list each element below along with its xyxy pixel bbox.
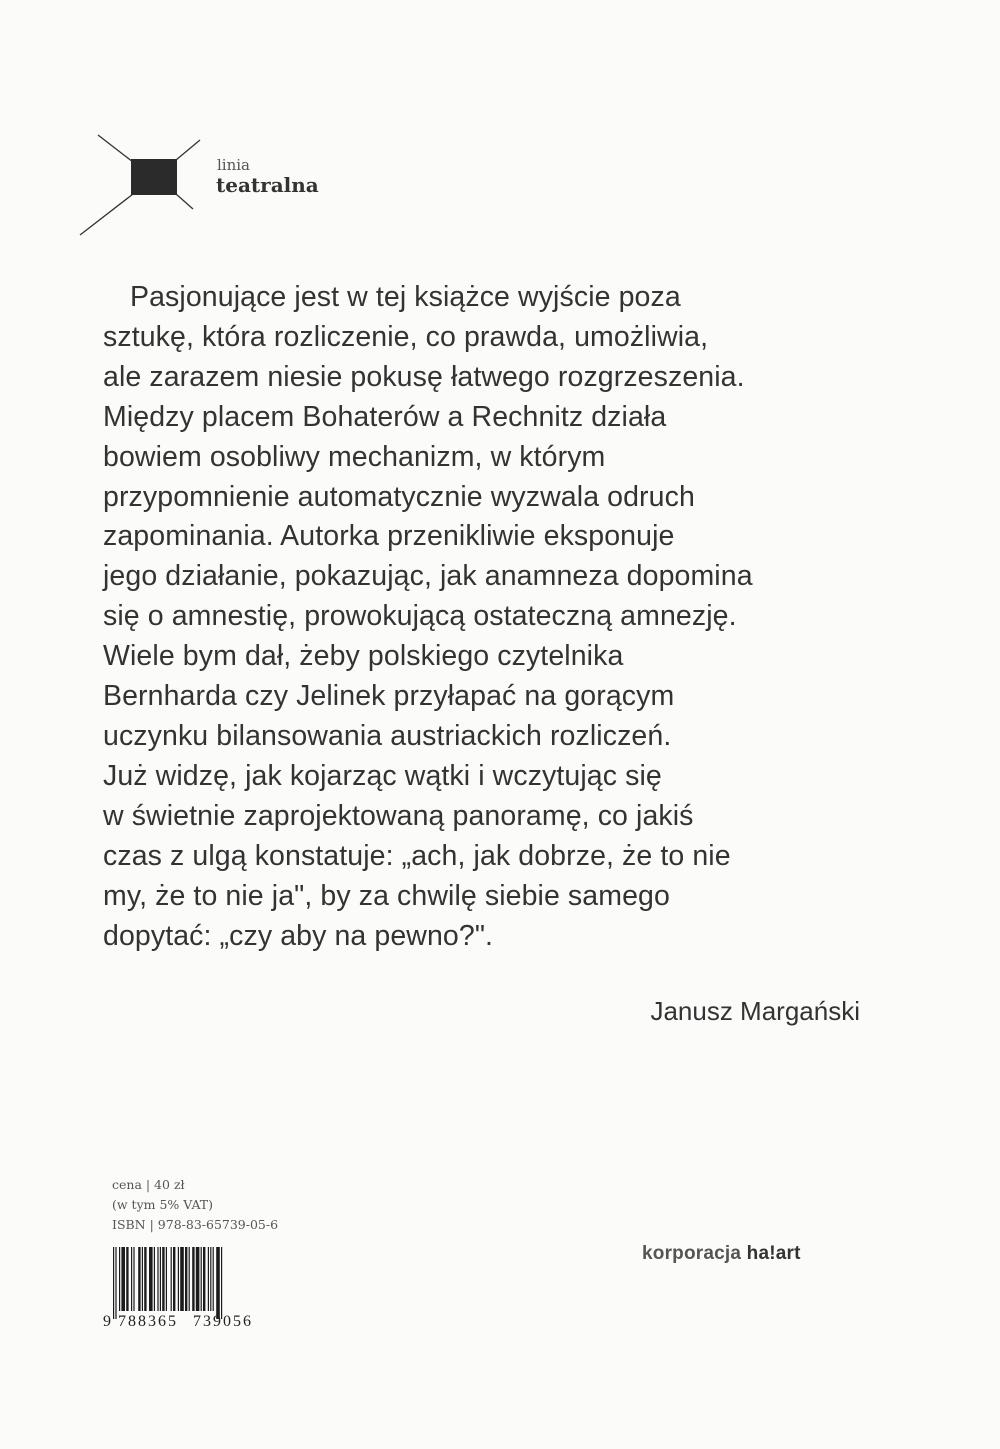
publisher-logo xyxy=(642,1243,801,1265)
barcode-bar xyxy=(185,1247,187,1311)
barcode-bar xyxy=(201,1247,202,1311)
blurb-line: my, że to nie ja", by za chwilę siebie samego xyxy=(103,879,670,912)
barcode-bar xyxy=(162,1247,164,1311)
series-label-small: linia xyxy=(217,156,250,174)
series-logo-icon xyxy=(78,132,208,237)
blurb-line: uczynku bilansowania austriackich rozliczeń. xyxy=(103,719,672,752)
barcode-bar xyxy=(131,1247,132,1311)
blurb-line: bowiem osobliwy mechanizm, w którym xyxy=(103,440,606,473)
barcode-bar xyxy=(192,1247,194,1311)
blurb-line: dopytać: „czy aby na pewno?". xyxy=(103,919,494,952)
barcode-bar xyxy=(196,1247,200,1311)
blurb-line: zapominania. Autorka przenikliwie eksponuje xyxy=(103,520,675,553)
book-info xyxy=(112,1175,278,1235)
blurb-line: w świetnie zaprojektowaną panoramę, co jakiś xyxy=(103,799,694,832)
blurb-line: Bernharda czy Jelinek przyłapać na gorącym xyxy=(103,680,675,713)
blurb-line: Wiele bym dał, żeby polskiego czytelnika xyxy=(103,640,624,673)
blurb-line: czas z ulgą konstatuje: „ach, jak dobrze, że to nie xyxy=(103,839,731,872)
barcode-bar xyxy=(180,1247,184,1311)
isbn: ISBN | 978-83-65739-05-6 xyxy=(112,1217,279,1232)
barcode-bar xyxy=(208,1247,209,1311)
barcode-bar xyxy=(157,1247,158,1311)
blurb-line: się o amnestię, prowokującą ostateczną amnezję. xyxy=(103,600,737,633)
vat-note: (w tym 5% VAT) xyxy=(112,1197,214,1212)
barcode-bar xyxy=(133,1247,134,1311)
barcode-bar xyxy=(119,1247,120,1311)
barcode-digits-group1: 788365 xyxy=(118,1313,178,1327)
barcode-bar xyxy=(126,1247,128,1311)
price: cena | 40 zł xyxy=(112,1177,185,1192)
barcode-bar xyxy=(216,1247,220,1319)
publisher-part2: ha!art xyxy=(746,1243,801,1264)
blurb-line: sztukę, która rozliczenie, co prawda, umożliwia, xyxy=(103,320,709,353)
barcode-bar xyxy=(166,1247,167,1311)
barcode-bar xyxy=(121,1247,125,1311)
barcode-bar xyxy=(178,1247,179,1311)
publisher-part1: korporacja xyxy=(642,1243,742,1264)
blurb-line: Między placem Bohaterów a Rechnitz działa xyxy=(103,400,667,433)
blurb-author: Janusz Margański xyxy=(650,996,860,1026)
barcode-bar xyxy=(203,1247,205,1311)
barcode-bar xyxy=(149,1247,153,1311)
barcode-bar xyxy=(213,1247,214,1311)
barcode-bar xyxy=(210,1247,211,1311)
barcode-bar xyxy=(113,1247,114,1319)
barcode-bar xyxy=(154,1247,155,1311)
barcode-bar xyxy=(189,1247,190,1311)
blurb-line: przypomnienie automatycznie wyzwala odruch xyxy=(103,480,695,513)
barcode-bar xyxy=(160,1247,161,1311)
series-label-big: teatralna xyxy=(216,173,319,197)
blurb-text xyxy=(103,278,753,956)
barcode xyxy=(103,1247,273,1327)
barcode-bar xyxy=(171,1247,172,1311)
barcode-bar xyxy=(142,1247,143,1311)
barcode-bar xyxy=(221,1247,222,1319)
barcode-bar xyxy=(173,1247,175,1311)
barcode-digit-first: 9 xyxy=(103,1313,111,1327)
blurb-line: ale zarazem niesie pokusę łatwego rozgrzeszenia. xyxy=(103,360,745,393)
barcode-bar xyxy=(144,1247,146,1311)
barcode-bar xyxy=(115,1247,116,1319)
blurb-line: Już widzę, jak kojarząc wątki i wczytując się xyxy=(103,759,662,792)
barcode-digits-group2: 739056 xyxy=(193,1313,253,1327)
barcode-bar xyxy=(138,1247,140,1311)
blurb-line: jego działanie, pokazując, jak anamneza dopomina xyxy=(103,560,753,593)
blurb-line: Pasjonujące jest w tej książce wyjście poza xyxy=(130,281,681,313)
